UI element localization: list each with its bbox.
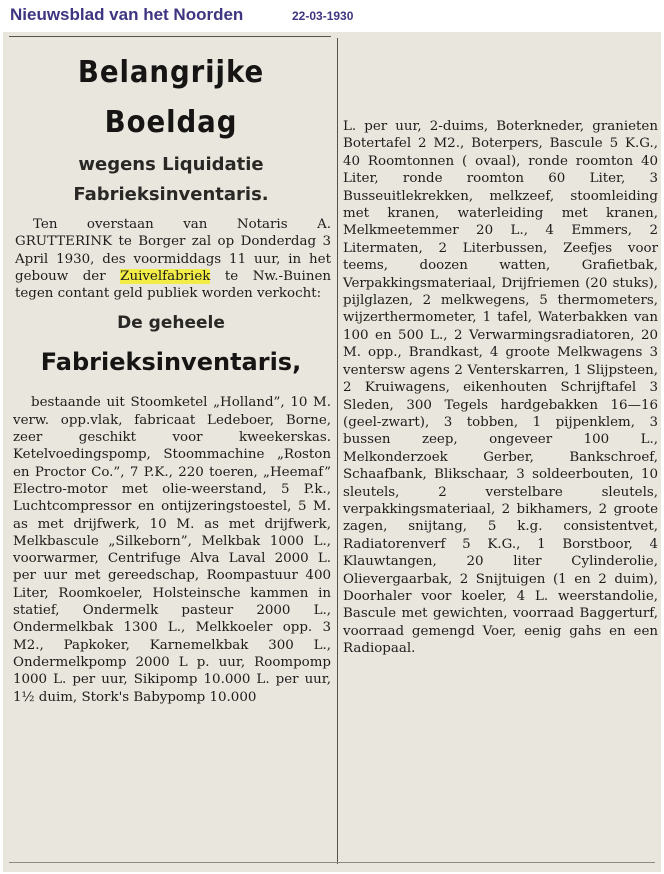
- column-left: [7, 38, 335, 706]
- heading-fabrieksinventaris: Fabrieksinventaris,: [40, 348, 302, 377]
- intro-text-start: Ten overstaan van Notaris A. GRUTTERINK te Borger zal op Donderdag 3 April 1930, des voormiddags 11 uur, in het gebouw der: [15, 217, 331, 284]
- inventory-list-right: L. per uur, 2-duims, Boterkneder, granieten Botertafel 2 M2., Boterpers, Bascule 5 K.G., 40 Roomtonnen ( ovaal), ronde roomton 40 Liter, ronde roomton 60 Liter, 3 Busseuitlekrekken, melkzeef, stoomleiding met kranen, waterleiding met kranen, Melkmeetemmer 20 L., 4 Emmers, 2 Litermaten, 2 Literbussen, Zeefjes voor teems, doozen watten, Grafietbak, Verpakkingsmateriaal, Drijfriemen (20 stuks), pijlglazen, 2 melkwegens, 5 thermometers, wijzerthermometer, 1 tafel, Waterbakken van 100 en 500 L., 2 Verwarmingsradiatoren, 20 M. opp., Brandkast, 4 groote Melkwagens 3 ventersw agens 2 Venterskarren, 1 Slijpsteen, 2 Kruiwagens, eikenhouten Schrijftafel 3 Sleden, 300 Tegels hardgebakken 16—16 (geel-zwart), 3 tobben, 1 pijpenklem, 3 bussen zeep, ongeveer 100 L., Melkonderzoek Gerber, Bankschroef, Schaafbank, Blikschaar, 3 soldeerbouten, 10 sleutels, 2 verstelbare sleutels, verpakkingsmateriaal, 2 bikhamers, 2 groote zagen, snijtang, 5 k.g. consistentvet, Radiatorenverf 5 K.G., 1 Borstboor, 4 Klauwtangen, 20 liter Cylinderolie, Olievergaarbak, 2 Snijtuigen (1 en 2 duim), Doorhaler voor koeler, 4 L. weerstandolie, Bascule met gewichten, voorraad Baggerturf, voorraad gemengd Voer, eenig gahs en een Radiopaal.: [343, 119, 658, 657]
- heading-de-geheele: De geheele: [117, 313, 225, 334]
- intro-paragraph: [7, 216, 335, 302]
- article-subtitle-inventaris: Fabrieksinventaris.: [73, 184, 269, 205]
- publication-date: 22-03-1930: [292, 9, 354, 23]
- newspaper-clipping: [3, 32, 661, 872]
- column-divider: [337, 38, 338, 864]
- inventory-list-left: bestaande uit Stoomketel „Holland”, 10 M. verw. opp.vlak, fabricaat Ledeboer, Borne, zeer geschikt voor kweekerskas. Ketelvoedingspomp, Stoommachine „Roston en Proctor Co.”, 7 P.K., 220 toeren, „Heemaf” Electro-motor met olie-weerstand, 5 P.k., Luchtcompressor en ontijzeringstoestel, 5 M. as met drijfwerk, 10 M. as met drijfwerk, Melkbascule „Silkeborn”, Melkbak 1000 L., voorwarmer, Centrifuge Alva Laval 2000 L. per uur met gereedschap, Roompastuur 400 Liter, Roomkoeler, Holsteinsche kammen in statief, Ondermelk pasteur 2000 L., Ondermelkbak 1300 L., Melkkoeler opp. 3 M2., Papkoker, Karnemelkbak 300 L., Ondermelkpomp 2000 L p. uur, Roompomp 1000 L. per uur, Sikipomp 10.000 L. per uur, 1½ duim, Stork's Babypomp 10.000: [13, 395, 331, 705]
- article-subtitle-liquidatie: wegens Liquidatie: [78, 154, 264, 175]
- highlighted-search-term: Zuivelfabriek: [120, 268, 211, 284]
- page-header: [0, 0, 664, 32]
- bottom-divider: [9, 862, 655, 863]
- article-title: Belangrijke Boeldag: [77, 55, 265, 140]
- intro-text-end: te Nw.-Buinen tegen contant geld publiek worden verkocht:: [15, 268, 331, 302]
- top-divider: [9, 36, 331, 37]
- column-right: [343, 118, 658, 658]
- newspaper-title[interactable]: Nieuwsblad van het Noorden: [10, 5, 244, 24]
